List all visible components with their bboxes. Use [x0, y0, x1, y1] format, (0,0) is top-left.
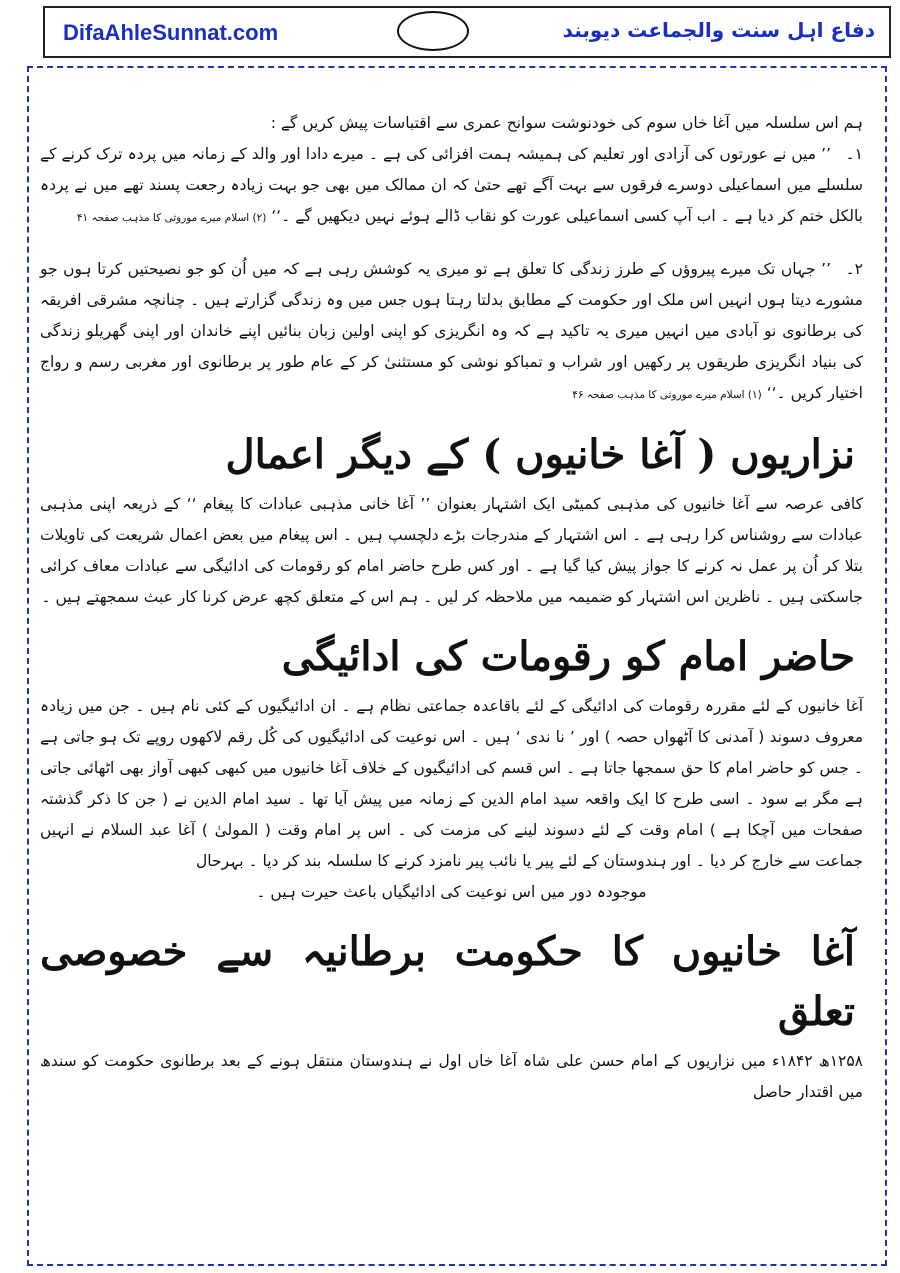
page-number-oval	[397, 11, 469, 51]
section-3-heading: آغا خانیوں کا حکومت برطانیہ سے خصوصی تعلق	[40, 928, 855, 1035]
brand-title: دفاع اہل سنت والجماعت دیوبند	[562, 18, 875, 42]
section-3-body: ۱۲۵۸ھ ۱۸۴۲ء میں نزاریوں کے امام حسن علی شاہ آغا خاں اول نے ہندوستان منتقل ہونے کے بعد برطانوی حکومت کو سندھ میں اقتدار حاصل	[40, 1052, 864, 1101]
site-url[interactable]: DifaAhleSunnat.com	[63, 20, 279, 45]
section-2-last-line: موجودہ دور میں اس نوعیت کی ادائیگیاں باعث حیرت ہیں ۔	[256, 883, 647, 901]
quote-2-reference: (۱) اسلام میرے موروثی کا مذہب صفحہ ۴۶	[572, 389, 762, 401]
quote-2-number: ۲۔	[845, 260, 863, 278]
page-header	[43, 6, 891, 58]
page-content	[40, 108, 863, 1108]
quote-1-reference: (۲) اسلام میرے موروثی کا مذہب صفحہ ۴۱	[76, 212, 267, 224]
intro-paragraph: ہم اس سلسلہ میں آغا خاں سوم کی خودنوشت سوانح عمری سے اقتباسات پیش کریں گے :	[270, 114, 863, 132]
section-2-heading: حاضر امام کو رقومات کی ادائیگی	[281, 633, 855, 680]
quote-1	[40, 139, 863, 234]
section-1-body: کافی عرصہ سے آغا خانیوں کی مذہبی کمیٹی ایک اشتہار بعنوان ’’ آغا خانی مذہبی عبادات کا پیغام ‘‘ کے ذریعہ اپنی مذہبی عبادات سے روشناس کرا رہی ہے ۔ اس اشتہار کے مندرجات بڑے دلچسپ ہیں ۔ اس پیغام میں بعض اعمال شریعت کی تاویلات بتلا کر اُن پر عمل نہ کرنے کا جواز پیش کیا گیا ہے ۔ اور کس طرح حاضر امام کو رقومات کی ادائیگی سے عبادات معاف کرائی جاسکتی ہیں ۔ ناظرین اس اشتہار کو ضمیمہ میں ملاحظہ کر لیں ۔ ہم اس کے متعلق کچھ عرض کرنا کار عبث سمجھتے ہیں ۔	[40, 495, 863, 606]
quote-2	[40, 254, 863, 411]
section-2-body: آغا خانیوں کے لئے مقررہ رقومات کی ادائیگی کے لئے باقاعدہ جماعتی نظام ہے ۔ ان ادائیگیوں کے کئی نام ہیں ۔ جن میں زیادہ معروف دسوند ( آمدنی کا آٹھواں حصہ ) اور ’ نا ندی ‘ ہیں ۔ اس نوعیت کی ادائیگیوں کی کُل رقم لاکھوں روپے تک ہو جاتی ہے ۔ جس کو حاضر امام کا حق سمجھا جاتا ہے ۔ اس قسم کی ادائیگیوں کے خلاف آغا خانیوں میں کبھی کبھی آواز بھی اٹھائی جاتی ہے مگر بے سود ۔ اسی طرح کا ایک واقعہ سید امام الدین کے زمانہ میں پیش آیا تھا ۔ سید امام الدین نے ( جن کا ذکر گذشتہ صفحات میں آچکا ہے ) امام وقت کے لئے دسوند لینے کی مزمت کی ۔ اس پر امام وقت ( المولیٰ ) آغا عبد السلام نے انہیں جماعت سے خارج کر دیا ۔ اور ہندوستان کے لئے پیر یا نائب پیر نامزد کرنے کا سلسلہ بند کر دیا ۔ بہرحال	[40, 697, 863, 870]
quote-1-number: ۱۔	[845, 145, 863, 163]
quote-2-text: ’’ جہاں تک میرے پیروؤں کے طرز زندگی کا تعلق ہے تو میری یہ کوشش رہی ہے کہ میں اُن کو جو نصیحتیں کرتا ہوں جو مشورے دیتا ہوں انہیں اس ملک اور حکومت کے مطابق بدلتا رہتا ہوں جس میں وہ زندگی گزارتے ہیں ۔ چنانچہ مشرقی افریقہ کی برطانوی نو آبادی میں انہیں میری یہ تاکید ہے کہ وہ انگریزی کو اپنی اولین زبان بنائیں اپنے خاندان اور اپنی گھریلو زندگی کی بنیاد انگریزی طریقوں پر رکھیں اور شراب و تمباکو نوشی کو مستثنیٰ کر کے عام طور پر برطانوی اور مغربی رسم و رواج اختیار کریں ۔‘‘	[40, 260, 863, 402]
quote-1-text: ’’ میں نے عورتوں کی آزادی اور تعلیم کی ہمیشہ ہمت افزائی کی ہے ۔ میرے دادا اور والد کے زمانہ میں پردہ ترک کرنے کے سلسلے میں اسماعیلی دوسرے فرقوں سے بہت آگے تھے حتیٰ کہ ان ممالک میں بھی جو بہت زیادہ رجعت پسند تھے میں نے پردہ بالکل ختم کر دیا ہے ۔ اب آپ کسی اسماعیلی عورت کو نقاب ڈالے ہوئے نہیں دیکھیں گے ۔‘‘	[40, 145, 863, 225]
section-1-heading: نزاریوں ( آغا خانیوں ) کے دیگر اعمال	[225, 431, 855, 478]
